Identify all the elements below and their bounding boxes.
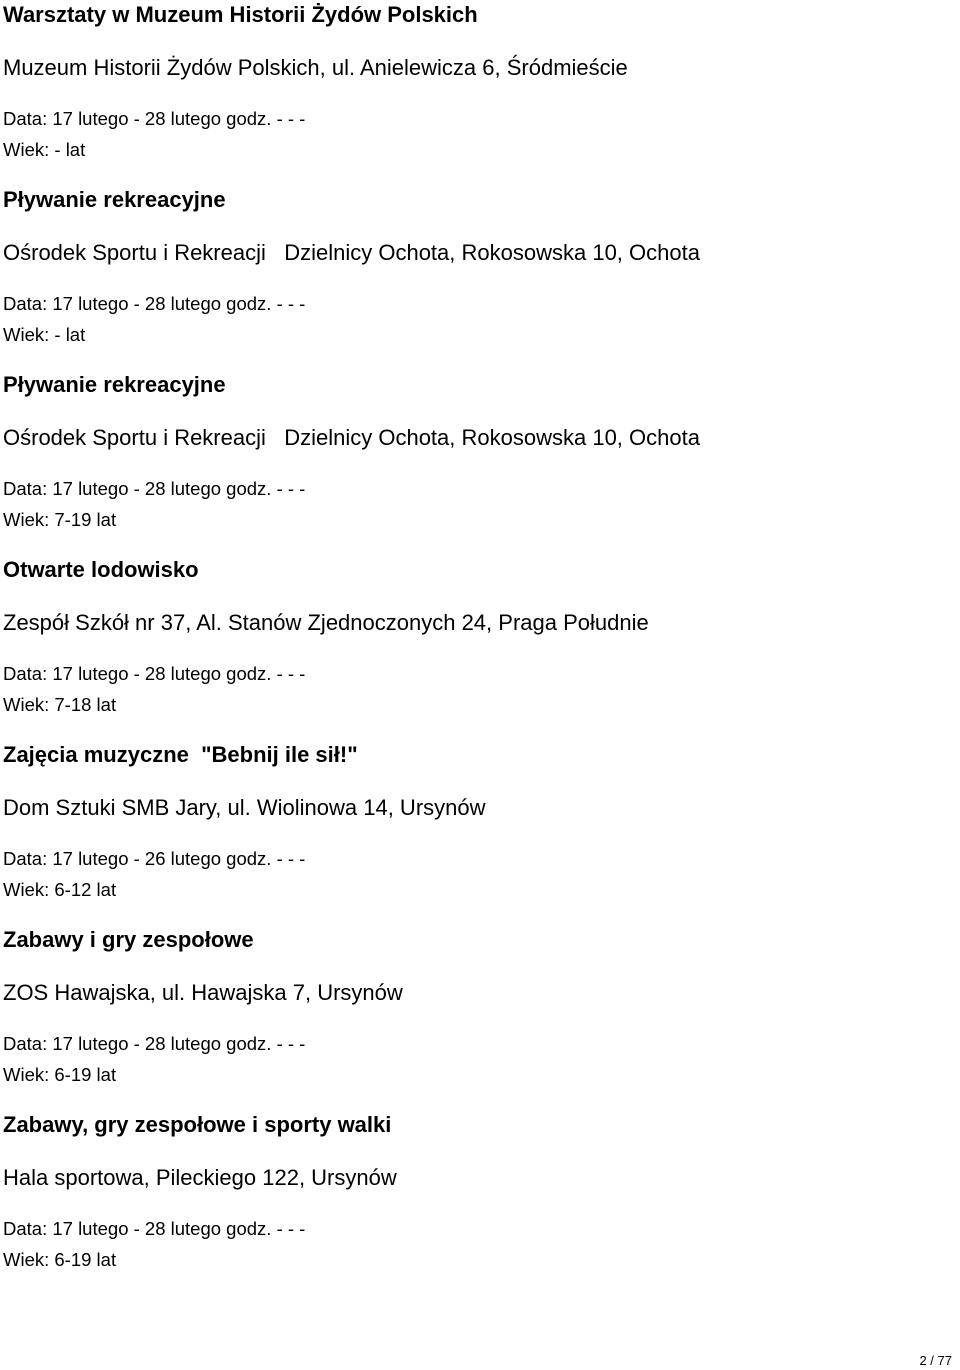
event-age: Wiek: - lat [3,324,86,345]
event-venue: ZOS Hawajska, ul. Hawajska 7, Ursynów [3,980,403,1005]
event-entry [3,2,943,161]
event-venue: Hala sportowa, Pileckiego 122, Ursynów [3,1165,397,1190]
event-title: Zabawy i gry zespołowe [3,927,254,952]
event-venue: Muzeum Historii Żydów Polskich, ul. Anielewicza 6, Śródmieście [3,55,628,80]
event-entry [3,372,943,531]
event-date: Data: 17 lutego - 28 lutego godz. - - - [3,1218,306,1239]
event-venue: Zespół Szkół nr 37, Al. Stanów Zjednoczonych 24, Praga Południe [3,610,649,635]
event-age: Wiek: 6-12 lat [3,879,117,900]
event-entry [3,927,943,1086]
event-date: Data: 17 lutego - 28 lutego godz. - - - [3,108,306,129]
event-entry [3,187,943,346]
event-venue: Ośrodek Sportu i Rekreacji Dzielnicy Ochota, Rokosowska 10, Ochota [3,425,700,450]
event-age: Wiek: - lat [3,139,86,160]
event-date: Data: 17 lutego - 28 lutego godz. - - - [3,478,306,499]
event-date: Data: 17 lutego - 28 lutego godz. - - - [3,1033,306,1054]
event-age: Wiek: 6-19 lat [3,1064,117,1085]
event-title: Warsztaty w Muzeum Historii Żydów Polskich [3,2,478,27]
event-venue: Dom Sztuki SMB Jary, ul. Wiolinowa 14, Ursynów [3,795,486,820]
event-date: Data: 17 lutego - 28 lutego godz. - - - [3,663,306,684]
event-title: Pływanie rekreacyjne [3,187,226,212]
event-title: Zajęcia muzyczne "Bebnij ile sił!" [3,742,358,767]
event-age: Wiek: 7-18 lat [3,694,117,715]
event-age: Wiek: 6-19 lat [3,1249,117,1270]
event-date: Data: 17 lutego - 26 lutego godz. - - - [3,848,306,869]
event-age: Wiek: 7-19 lat [3,509,117,530]
event-date: Data: 17 lutego - 28 lutego godz. - - - [3,293,306,314]
event-entry [3,557,943,716]
event-title: Zabawy, gry zespołowe i sporty walki [3,1112,392,1137]
event-title: Pływanie rekreacyjne [3,372,226,397]
event-entry [3,1112,943,1271]
page-number: 2 / 77 [919,1353,952,1368]
event-title: Otwarte lodowisko [3,557,199,582]
event-entry [3,742,943,901]
event-venue: Ośrodek Sportu i Rekreacji Dzielnicy Ochota, Rokosowska 10, Ochota [3,240,700,265]
